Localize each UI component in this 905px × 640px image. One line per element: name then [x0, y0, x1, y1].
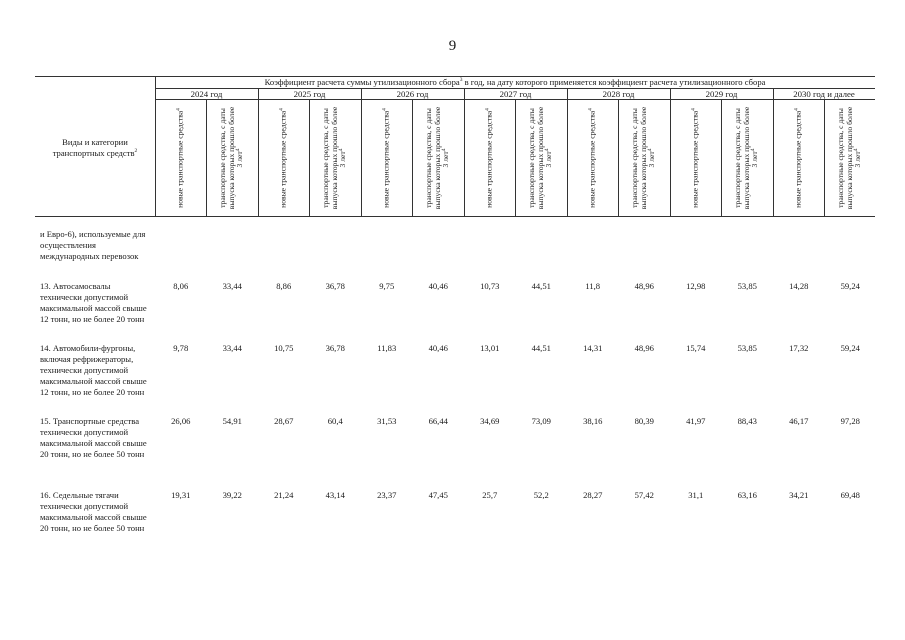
table-cell-value: 26,06: [171, 416, 191, 426]
column-header-text: [176, 106, 185, 211]
column-divider-rule: [824, 99, 825, 217]
column-header-label: новые транспортные средства: [587, 110, 597, 208]
table-cell-value: 59,24: [840, 281, 860, 291]
column-header-old-vehicles: [412, 102, 464, 214]
corner-header-text: Виды и категории транспортных средств: [52, 137, 135, 158]
table-cell-value: 36,78: [325, 343, 345, 353]
year-header: 2028 год: [602, 89, 635, 99]
category-label: 13. Автосамосвалы технически допустимой максимальной массой свыше 12 тонн, но не более 20 тонн: [40, 281, 147, 324]
column-header-text: [485, 106, 494, 211]
table-cell-value: 63,16: [737, 490, 757, 500]
table-cell-value: 34,69: [480, 416, 500, 426]
column-header-text: [631, 106, 657, 211]
column-header-text: [219, 106, 245, 211]
continuation-text: и Евро-6), используемые для осуществления международных перевозок: [40, 229, 146, 261]
column-header-footnote: 4: [338, 148, 345, 152]
table-cell-value: 12,98: [686, 281, 706, 291]
table-cell-value: 9,75: [379, 281, 395, 291]
table-cell-value: 11,8: [585, 281, 601, 291]
column-header-label: транспортные средства, с даты выпуска которых прошло более 3 лет: [835, 106, 862, 210]
table-cell-value: 19,31: [171, 490, 191, 500]
main-header-text-rest: в год, на дату которого применяется коэффициент расчета утилизационного сбора: [462, 77, 766, 87]
column-header-footnote: 4: [175, 108, 182, 111]
column-header-text: [279, 106, 288, 211]
column-header-old-vehicles: [515, 102, 567, 214]
column-header-label: транспортные средства, с даты выпуска которых прошло более 3 лет: [321, 106, 348, 210]
table-cell-value: 47,45: [428, 490, 448, 500]
column-header-new-vehicles: [464, 102, 515, 214]
table-header-bottom-rule: [35, 216, 875, 217]
column-header-old-vehicles: [309, 102, 361, 214]
table-cell-value: 11,83: [377, 343, 397, 353]
table-cell-value: 31,53: [377, 416, 397, 426]
table-cell-value: 36,78: [325, 281, 345, 291]
column-header-label: новые транспортные средства: [484, 110, 494, 208]
table-cell-value: 23,37: [377, 490, 397, 500]
column-header-new-vehicles: [361, 102, 412, 214]
page-number: 9: [448, 38, 457, 54]
table-cell-value: 40,46: [428, 343, 448, 353]
column-header-label: новые транспортные средства: [278, 110, 288, 208]
table-cell-value: 14,28: [789, 281, 809, 291]
year-header: 2026 год: [396, 89, 429, 99]
category-label: 16. Седельные тягачи технически допустимой максимальной массой свыше 20 тонн, но не более 50 тонн: [40, 490, 147, 533]
column-header-old-vehicles: [618, 102, 670, 214]
table-cell-value: 53,85: [737, 281, 757, 291]
column-header-old-vehicles: [824, 102, 875, 214]
year-header: 2027 год: [499, 89, 532, 99]
table-cell-value: 46,17: [789, 416, 809, 426]
table-cell-value: 25,7: [482, 490, 498, 500]
table-cell-value: 28,27: [583, 490, 603, 500]
column-header-footnote: 4: [235, 148, 242, 152]
table-cell-value: 97,28: [840, 416, 860, 426]
column-header-label: транспортные средства, с даты выпуска которых прошло более 3 лет: [424, 106, 451, 210]
table-cell-value: 38,16: [583, 416, 603, 426]
table-cell-value: 53,85: [737, 343, 757, 353]
column-header-footnote: 4: [750, 148, 757, 152]
table-cell-value: 10,75: [274, 343, 294, 353]
column-header-label: транспортные средства, с даты выпуска которых прошло более 3 лет: [630, 106, 657, 210]
table-cell-value: 43,14: [325, 490, 345, 500]
main-header-text: Коэффициент расчета суммы утилизационного сбора: [264, 77, 460, 87]
main-header: [155, 77, 875, 88]
column-header-new-vehicles: [670, 102, 721, 214]
column-header-text: [734, 106, 760, 211]
table-cell-value: 33,44: [222, 343, 242, 353]
column-header-footnote: 4: [381, 108, 388, 111]
table-cell-value: 34,21: [789, 490, 809, 500]
column-header-label: новые транспортные средства: [793, 110, 803, 208]
table-cell-value: 48,96: [634, 343, 654, 353]
main-header-footnote: 3: [459, 77, 463, 83]
category-label: 15. Транспортные средства технически допустимой максимальной массой свыше 20 тонн, но не более 50 тонн: [40, 416, 147, 459]
column-header-label: новые транспортные средства: [381, 110, 391, 208]
table-cell-value: 41,97: [686, 416, 706, 426]
column-divider-rule: [412, 99, 413, 217]
table-cell-value: 40,46: [428, 281, 448, 291]
column-header-label: транспортные средства, с даты выпуска которых прошло более 3 лет: [733, 106, 760, 210]
table-cell-value: 8,06: [173, 281, 189, 291]
table-cell-value: 59,24: [840, 343, 860, 353]
column-header-footnote: 4: [278, 108, 285, 111]
column-header-old-vehicles: [721, 102, 773, 214]
table-cell-value: 44,51: [531, 343, 551, 353]
table-cell-value: 88,43: [737, 416, 757, 426]
column-header-footnote: 4: [441, 148, 448, 152]
column-header-footnote: 4: [587, 108, 594, 111]
column-header-text: [425, 106, 451, 211]
column-divider-rule: [515, 99, 516, 217]
column-header-text: [382, 106, 391, 211]
table-cell-value: 52,2: [533, 490, 549, 500]
table-cell-value: 44,51: [531, 281, 551, 291]
table-cell-value: 9,78: [173, 343, 189, 353]
table-cell-value: 69,48: [840, 490, 860, 500]
category-label: 14. Автомобили-фургоны, включая рефрижераторы, технически допустимой максимальной массой свыше 12 тонн, но не более 20 тонн: [40, 343, 147, 397]
column-header-new-vehicles: [773, 102, 824, 214]
column-divider-rule: [618, 99, 619, 217]
table-cell-value: 73,09: [531, 416, 551, 426]
table-cell-value: 21,24: [274, 490, 294, 500]
table-cell-value: 28,67: [274, 416, 294, 426]
year-header: 2030 год и далее: [793, 89, 855, 99]
column-header-label: транспортные средства, с даты выпуска которых прошло более 3 лет: [527, 106, 554, 210]
column-header-new-vehicles: [258, 102, 309, 214]
column-divider-rule: [721, 99, 722, 217]
column-header-text: [837, 106, 863, 211]
column-header-old-vehicles: [206, 102, 258, 214]
column-header-footnote: 4: [690, 108, 697, 111]
column-header-text: [588, 106, 597, 211]
column-header-text: [691, 106, 700, 211]
column-header-text: [794, 106, 803, 211]
corner-header-footnote: 2: [134, 148, 138, 154]
column-header-new-vehicles: [567, 102, 618, 214]
table-cell-value: 17,32: [789, 343, 809, 353]
corner-header: [38, 137, 152, 159]
column-header-text: [322, 106, 348, 211]
column-header-footnote: 4: [793, 108, 800, 111]
column-header-new-vehicles: [155, 102, 206, 214]
table-cell-value: 10,73: [480, 281, 500, 291]
table-cell-value: 14,31: [583, 343, 603, 353]
table-cell-value: 48,96: [634, 281, 654, 291]
table-cell-value: 15,74: [686, 343, 706, 353]
column-header-footnote: 4: [484, 108, 491, 111]
year-header: 2025 год: [293, 89, 326, 99]
column-header-footnote: 4: [544, 148, 551, 152]
table-cell-value: 60,4: [327, 416, 343, 426]
column-header-footnote: 4: [647, 148, 654, 152]
table-cell-value: 33,44: [222, 281, 242, 291]
table-cell-value: 31,1: [688, 490, 704, 500]
column-header-label: новые транспортные средства: [690, 110, 700, 208]
table-cell-value: 54,91: [222, 416, 242, 426]
column-divider-rule: [309, 99, 310, 217]
column-header-label: транспортные средства, с даты выпуска которых прошло более 3 лет: [218, 106, 245, 210]
column-divider-rule: [206, 99, 207, 217]
table-cell-value: 13,01: [480, 343, 500, 353]
column-header-text: [528, 106, 554, 211]
column-header-label: новые транспортные средства: [175, 110, 185, 208]
year-header: 2024 год: [190, 89, 223, 99]
table-cell-value: 8,86: [276, 281, 292, 291]
table-cell-value: 80,39: [634, 416, 654, 426]
column-header-footnote: 4: [852, 148, 859, 152]
year-header: 2029 год: [705, 89, 738, 99]
table-cell-value: 57,42: [634, 490, 654, 500]
table-cell-value: 66,44: [428, 416, 448, 426]
table-cell-value: 39,22: [222, 490, 242, 500]
